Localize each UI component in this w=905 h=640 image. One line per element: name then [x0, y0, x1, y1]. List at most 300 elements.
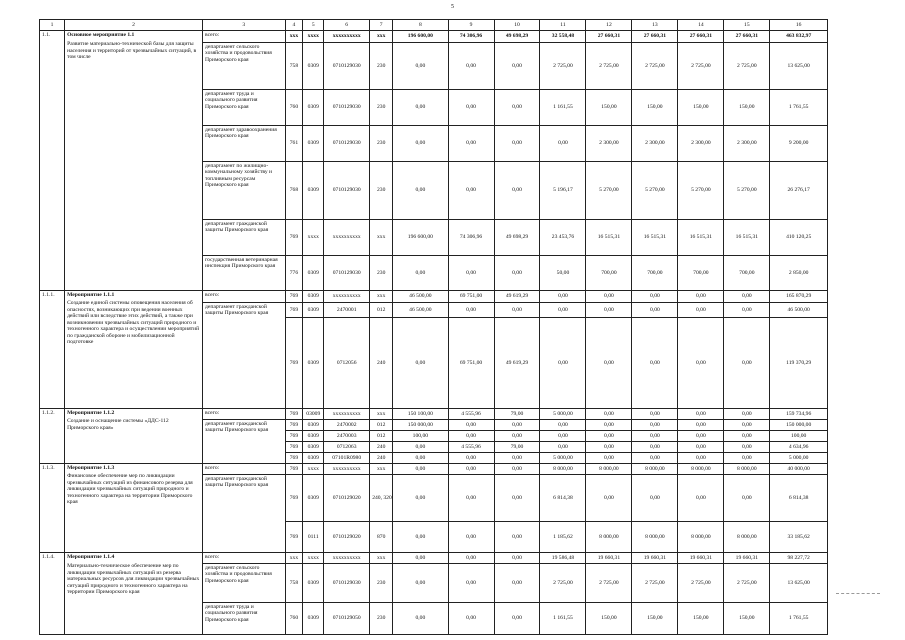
value-cell: 0,00: [494, 431, 540, 442]
value-cell: 0,00: [724, 303, 770, 318]
value-cell: 16 515,31: [586, 220, 632, 256]
value-cell: 230: [370, 162, 393, 220]
measure-title: Мероприятие 1.1.2: [67, 410, 115, 416]
department-name: департамент по жилищно-коммунальному хозяйству и топливным ресурсам Приморского края: [203, 162, 286, 220]
value-cell: 0,00: [724, 420, 770, 431]
department-name: департамент сельского хозяйства и продовольствия Приморского края: [203, 564, 286, 603]
total-value: 159 734,96: [770, 409, 828, 420]
value-cell: 150,00: [724, 603, 770, 635]
department-name: государственная ветеринарная инспекция Приморского края: [203, 256, 286, 291]
measure-description: [65, 464, 203, 553]
total-value: 0,00: [586, 291, 632, 303]
value-cell: 230: [370, 603, 393, 635]
value-cell: 50,00: [540, 256, 586, 291]
total-value: 69 751,00: [448, 291, 494, 303]
value-cell: 769: [285, 420, 303, 431]
value-cell: 5 270,00: [724, 162, 770, 220]
total-value: xxx: [285, 31, 303, 43]
total-value: 74 306,96: [448, 31, 494, 43]
value-cell: 768: [285, 162, 303, 220]
value-cell: 8 000,00: [586, 522, 632, 553]
value-cell: 760: [285, 90, 303, 126]
column-number: 8: [393, 20, 448, 31]
table-row: [40, 31, 828, 43]
value-cell: 0,00: [540, 442, 586, 453]
value-cell: 100,00: [770, 431, 828, 442]
total-value: xxxxxxxxxx: [324, 409, 370, 420]
value-cell: 0,00: [678, 453, 724, 464]
value-cell: 700,00: [632, 256, 678, 291]
value-cell: 79,00: [494, 442, 540, 453]
value-cell: 0,00: [448, 603, 494, 635]
value-cell: 0,00: [393, 162, 448, 220]
column-number: 2: [65, 20, 203, 31]
total-label: всего:: [203, 31, 286, 43]
value-cell: 0,00: [586, 431, 632, 442]
value-cell: 6 814,38: [540, 475, 586, 522]
table-row: [40, 291, 828, 303]
value-cell: 240: [370, 442, 393, 453]
value-cell: 100,00: [393, 431, 448, 442]
total-label: всего:: [203, 409, 286, 420]
total-value: 49 698,29: [494, 31, 540, 43]
value-cell: 0,00: [586, 303, 632, 318]
value-cell: 2470003: [324, 431, 370, 442]
value-cell: 0309: [303, 90, 324, 126]
value-cell: 0,00: [393, 453, 448, 464]
value-cell: 0710129030: [324, 162, 370, 220]
value-cell: 8 000,00: [678, 522, 724, 553]
value-cell: 0,00: [494, 256, 540, 291]
value-cell: 0,00: [586, 420, 632, 431]
total-value: xxx: [370, 464, 393, 475]
total-value: 03009: [303, 409, 324, 420]
value-cell: 46 500,00: [770, 303, 828, 318]
value-cell: 0,00: [448, 420, 494, 431]
total-value: 769: [285, 464, 303, 475]
value-cell: 2 300,00: [678, 126, 724, 162]
department-name: департамент гражданской защиты Приморского края: [203, 303, 286, 409]
value-cell: 16 515,31: [632, 220, 678, 256]
value-cell: 0,00: [540, 420, 586, 431]
total-value: 0,00: [632, 291, 678, 303]
total-value: 0,00: [393, 464, 448, 475]
value-cell: 2470001: [324, 303, 370, 318]
value-cell: 0710129020: [324, 475, 370, 522]
total-value: 0,00: [632, 409, 678, 420]
measure-text: Создание и оснащение системы «ДДС-112 Приморского края»: [67, 418, 169, 431]
value-cell: 0,00: [724, 442, 770, 453]
value-cell: 0,00: [540, 318, 586, 409]
total-value: 0,00: [494, 464, 540, 475]
total-label: всего:: [203, 291, 286, 303]
value-cell: 0,00: [724, 318, 770, 409]
total-label: всего:: [203, 553, 286, 564]
total-value: xxxxxxxxxx: [324, 464, 370, 475]
value-cell: 769: [285, 453, 303, 464]
value-cell: 0,00: [586, 318, 632, 409]
total-value: 5 000,00: [540, 409, 586, 420]
total-value: 0,00: [448, 464, 494, 475]
value-cell: 769: [285, 442, 303, 453]
column-number: 1: [40, 20, 65, 31]
value-cell: 0710129030: [324, 256, 370, 291]
value-cell: 0,00: [494, 303, 540, 318]
value-cell: 012: [370, 303, 393, 318]
value-cell: 0,00: [393, 90, 448, 126]
column-number: 16: [770, 20, 828, 31]
value-cell: 0,00: [393, 522, 448, 553]
value-cell: 46 500,00: [393, 303, 448, 318]
total-value: 27 660,31: [678, 31, 724, 43]
value-cell: 0,00: [393, 475, 448, 522]
value-cell: 0309: [303, 318, 324, 409]
value-cell: 0,00: [540, 303, 586, 318]
value-cell: 700,00: [724, 256, 770, 291]
value-cell: 769: [285, 431, 303, 442]
total-value: xxxx: [303, 464, 324, 475]
value-cell: 0309: [303, 475, 324, 522]
value-cell: 150,00: [724, 90, 770, 126]
value-cell: 012: [370, 431, 393, 442]
value-cell: 758: [285, 564, 303, 603]
value-cell: 0,00: [586, 475, 632, 522]
value-cell: 2 725,00: [540, 564, 586, 603]
value-cell: 1 161,55: [540, 90, 586, 126]
value-cell: 0309: [303, 603, 324, 635]
value-cell: 230: [370, 256, 393, 291]
value-cell: 5 000,00: [540, 453, 586, 464]
value-cell: 0,00: [678, 420, 724, 431]
value-cell: 758: [285, 43, 303, 90]
measure-title: Основное мероприятие 1.1: [67, 32, 135, 38]
value-cell: 2 725,00: [724, 564, 770, 603]
value-cell: 0,00: [494, 90, 540, 126]
measure-title: Мероприятие 1.1.3: [67, 465, 115, 471]
total-value: 0,00: [724, 291, 770, 303]
value-cell: 0,00: [632, 453, 678, 464]
value-cell: 0,00: [494, 162, 540, 220]
row-index: 1.1.: [40, 31, 65, 291]
total-value: 165 870,29: [770, 291, 828, 303]
value-cell: 0,00: [448, 126, 494, 162]
budget-table: [39, 19, 828, 635]
total-value: 0,00: [678, 291, 724, 303]
total-value: 8 000,00: [586, 464, 632, 475]
value-cell: 0,00: [393, 126, 448, 162]
total-value: 98 227,72: [770, 553, 828, 564]
header-row: [40, 20, 828, 31]
value-cell: 230: [370, 564, 393, 603]
value-cell: 13 625,00: [770, 564, 828, 603]
value-cell: xxxx: [303, 220, 324, 256]
value-cell: 8 000,00: [632, 522, 678, 553]
value-cell: 0,00: [494, 43, 540, 90]
value-cell: 74 306,96: [448, 220, 494, 256]
total-value: 19 660,31: [632, 553, 678, 564]
value-cell: xxxxxxxxxx: [324, 220, 370, 256]
value-cell: 769: [285, 220, 303, 256]
total-value: xxxx: [303, 553, 324, 564]
measure-title: Мероприятие 1.1.4: [67, 554, 115, 560]
value-cell: 230: [370, 90, 393, 126]
total-value: 27 660,31: [586, 31, 632, 43]
column-number: 12: [586, 20, 632, 31]
value-cell: 0712056: [324, 318, 370, 409]
total-value: 49 619,29: [494, 291, 540, 303]
value-cell: 0,00: [540, 431, 586, 442]
measure-description: [65, 291, 203, 409]
column-number: 14: [678, 20, 724, 31]
total-value: 0309: [303, 291, 324, 303]
value-cell: 0,00: [724, 453, 770, 464]
value-cell: 2 300,00: [586, 126, 632, 162]
row-index: 1.1.1.: [40, 291, 65, 409]
total-label: всего:: [203, 464, 286, 475]
total-value: 8 000,00: [724, 464, 770, 475]
value-cell: 0,00: [448, 256, 494, 291]
value-cell: 0,00: [448, 475, 494, 522]
total-value: 196 600,00: [393, 31, 448, 43]
column-number: 15: [724, 20, 770, 31]
value-cell: 0111: [303, 522, 324, 553]
column-number: 7: [370, 20, 393, 31]
total-value: 8 000,00: [540, 464, 586, 475]
value-cell: 5 270,00: [586, 162, 632, 220]
value-cell: 0309: [303, 564, 324, 603]
column-number: 6: [324, 20, 370, 31]
value-cell: 9 200,00: [770, 126, 828, 162]
value-cell: 0,00: [586, 453, 632, 464]
row-index: 1.1.4.: [40, 553, 65, 635]
total-value: xxxx: [303, 31, 324, 43]
value-cell: 23 453,76: [540, 220, 586, 256]
value-cell: 0710129030: [324, 43, 370, 90]
total-value: 769: [285, 409, 303, 420]
value-cell: 0,00: [393, 564, 448, 603]
value-cell: 0309: [303, 453, 324, 464]
value-cell: 0710129030: [324, 90, 370, 126]
total-value: 8 000,00: [632, 464, 678, 475]
measure-description: [65, 31, 203, 291]
total-value: 19 660,31: [678, 553, 724, 564]
value-cell: 0,00: [393, 603, 448, 635]
value-cell: 6 814,38: [770, 475, 828, 522]
measure-text: Развитие материально-технической базы для защиты населения и территорий от чрезвычайных ситуаций, в том числе: [67, 41, 197, 61]
total-value: 46 500,00: [393, 291, 448, 303]
value-cell: 1 761,55: [770, 603, 828, 635]
value-cell: 776: [285, 256, 303, 291]
value-cell: 0710129050: [324, 603, 370, 635]
total-value: xxxxxxxxxx: [324, 553, 370, 564]
value-cell: 760: [285, 603, 303, 635]
department-name: департамент гражданской защиты Приморского края: [203, 220, 286, 256]
value-cell: 0,00: [632, 475, 678, 522]
total-value: 769: [285, 291, 303, 303]
value-cell: 0,00: [724, 475, 770, 522]
value-cell: 16 515,31: [724, 220, 770, 256]
total-value: 40 000,00: [770, 464, 828, 475]
value-cell: 5 196,17: [540, 162, 586, 220]
value-cell: 0,00: [448, 162, 494, 220]
value-cell: 0710129030: [324, 564, 370, 603]
value-cell: 700,00: [586, 256, 632, 291]
value-cell: 49 619,29: [494, 318, 540, 409]
column-number: 10: [494, 20, 540, 31]
value-cell: 2 725,00: [586, 43, 632, 90]
value-cell: 0,00: [678, 303, 724, 318]
value-cell: 13 625,00: [770, 43, 828, 90]
value-cell: 2 725,00: [586, 564, 632, 603]
value-cell: 33 185,62: [770, 522, 828, 553]
value-cell: 5 270,00: [678, 162, 724, 220]
column-number: 5: [303, 20, 324, 31]
total-value: 19 660,31: [724, 553, 770, 564]
value-cell: 230: [370, 43, 393, 90]
total-value: 19 586,48: [540, 553, 586, 564]
measure-title: Мероприятие 1.1.1: [67, 292, 115, 298]
value-cell: 769: [285, 318, 303, 409]
value-cell: 16 515,31: [678, 220, 724, 256]
value-cell: 230: [370, 126, 393, 162]
row-index: 1.1.2.: [40, 409, 65, 464]
total-value: 4 555,96: [448, 409, 494, 420]
column-number: 11: [540, 20, 586, 31]
value-cell: 2 850,00: [770, 256, 828, 291]
value-cell: 410 120,25: [770, 220, 828, 256]
value-cell: 0,00: [393, 318, 448, 409]
total-value: 27 660,31: [724, 31, 770, 43]
value-cell: 0,00: [678, 431, 724, 442]
value-cell: 0,00: [632, 303, 678, 318]
value-cell: 07101R0980: [324, 453, 370, 464]
total-value: 0,00: [678, 409, 724, 420]
department-name: департамент гражданской защиты Приморского края: [203, 475, 286, 553]
total-value: 19 660,31: [586, 553, 632, 564]
value-cell: 2 725,00: [724, 43, 770, 90]
measure-text: Материально-техническое обеспечение мер по ликвидации чрезвычайных ситуаций из резерва материальных ресурсов для ликвидации чрезвычайных ситуаций природного и техногенного характера на территории Приморского края: [67, 563, 200, 596]
value-cell: 150,00: [586, 603, 632, 635]
department-name: департамент труда и социального развития Приморского края: [203, 603, 286, 635]
total-value: 463 832,97: [770, 31, 828, 43]
total-value: 32 558,48: [540, 31, 586, 43]
total-value: 8 000,00: [678, 464, 724, 475]
value-cell: 0,00: [540, 126, 586, 162]
value-cell: 0710129020: [324, 522, 370, 553]
value-cell: 240: [370, 453, 393, 464]
value-cell: 2 725,00: [632, 43, 678, 90]
value-cell: 0,00: [678, 442, 724, 453]
value-cell: 0,00: [494, 475, 540, 522]
value-cell: 0,00: [632, 442, 678, 453]
value-cell: 0309: [303, 442, 324, 453]
value-cell: 150 000,00: [770, 420, 828, 431]
value-cell: 0,00: [494, 522, 540, 553]
value-cell: 2 725,00: [540, 43, 586, 90]
value-cell: 0,00: [724, 431, 770, 442]
column-number: 9: [448, 20, 494, 31]
value-cell: 0,00: [393, 442, 448, 453]
total-value: 150 100,00: [393, 409, 448, 420]
value-cell: 769: [285, 475, 303, 522]
value-cell: 2 725,00: [678, 43, 724, 90]
value-cell: 870: [370, 522, 393, 553]
value-cell: 150,00: [586, 90, 632, 126]
table-row: [40, 464, 828, 475]
department-name: департамент здравоохранения Приморского края: [203, 126, 286, 162]
value-cell: 1 161,55: [540, 603, 586, 635]
total-value: 27 660,31: [632, 31, 678, 43]
value-cell: 2470002: [324, 420, 370, 431]
value-cell: 119 370,29: [770, 318, 828, 409]
value-cell: 8 000,00: [724, 522, 770, 553]
value-cell: 150,00: [632, 603, 678, 635]
value-cell: xxx: [370, 220, 393, 256]
measure-text: Финансовое обеспечение мер по ликвидации чрезвычайных ситуаций из финансового резерва для ликвидации чрезвычайных ситуаций природного и техногенного характера на территории Приморского края: [67, 473, 193, 506]
column-number: 4: [285, 20, 303, 31]
value-cell: 2 300,00: [724, 126, 770, 162]
value-cell: 150 000,00: [393, 420, 448, 431]
total-value: xxxxxxxxxx: [324, 291, 370, 303]
total-value: 0,00: [724, 409, 770, 420]
value-cell: 4 634,96: [770, 442, 828, 453]
value-cell: 69 751,00: [448, 318, 494, 409]
value-cell: 196 600,00: [393, 220, 448, 256]
total-value: 79,00: [494, 409, 540, 420]
value-cell: 0,00: [678, 318, 724, 409]
value-cell: 0,00: [448, 564, 494, 603]
value-cell: 0,00: [632, 420, 678, 431]
measure-description: [65, 409, 203, 464]
table-row: [40, 409, 828, 420]
value-cell: 2 725,00: [632, 564, 678, 603]
value-cell: 0,00: [632, 318, 678, 409]
value-cell: 4 555,96: [448, 442, 494, 453]
total-value: xxx: [370, 291, 393, 303]
value-cell: 769: [285, 303, 303, 318]
total-value: xxxxxxxxxx: [324, 31, 370, 43]
total-value: xxx: [370, 31, 393, 43]
value-cell: 0,00: [494, 453, 540, 464]
value-cell: 240: [370, 318, 393, 409]
value-cell: 0,00: [494, 603, 540, 635]
value-cell: 0,00: [448, 453, 494, 464]
value-cell: 0,00: [448, 43, 494, 90]
value-cell: 5 270,00: [632, 162, 678, 220]
value-cell: 0,00: [632, 431, 678, 442]
total-value: 0,00: [448, 553, 494, 564]
value-cell: 0309: [303, 303, 324, 318]
margin-mark: [836, 593, 880, 594]
department-name: департамент гражданской защиты Приморского края: [203, 420, 286, 464]
table-row: [40, 553, 828, 564]
page-number: 5: [451, 4, 454, 10]
value-cell: 761: [285, 126, 303, 162]
column-number: 13: [632, 20, 678, 31]
department-name: департамент сельского хозяйства и продовольствия Приморского края: [203, 43, 286, 90]
value-cell: 0309: [303, 431, 324, 442]
row-index: 1.1.3.: [40, 464, 65, 553]
measure-text: Создание единой системы оповещения населения об опасностях, возникающих при ведении военных действий или вследствие этих действий, а также при возникновении чрезвычайных ситуаций природного и техногенного характера и осуществлении мероприятий по гражданской обороне и мобилизационной подготовке: [67, 300, 200, 345]
value-cell: 49 698,29: [494, 220, 540, 256]
value-cell: 0,00: [678, 475, 724, 522]
total-value: xxx: [285, 553, 303, 564]
value-cell: 0,00: [494, 126, 540, 162]
value-cell: 0309: [303, 420, 324, 431]
total-value: xxx: [370, 553, 393, 564]
total-value: 0,00: [494, 553, 540, 564]
value-cell: 150,00: [678, 90, 724, 126]
